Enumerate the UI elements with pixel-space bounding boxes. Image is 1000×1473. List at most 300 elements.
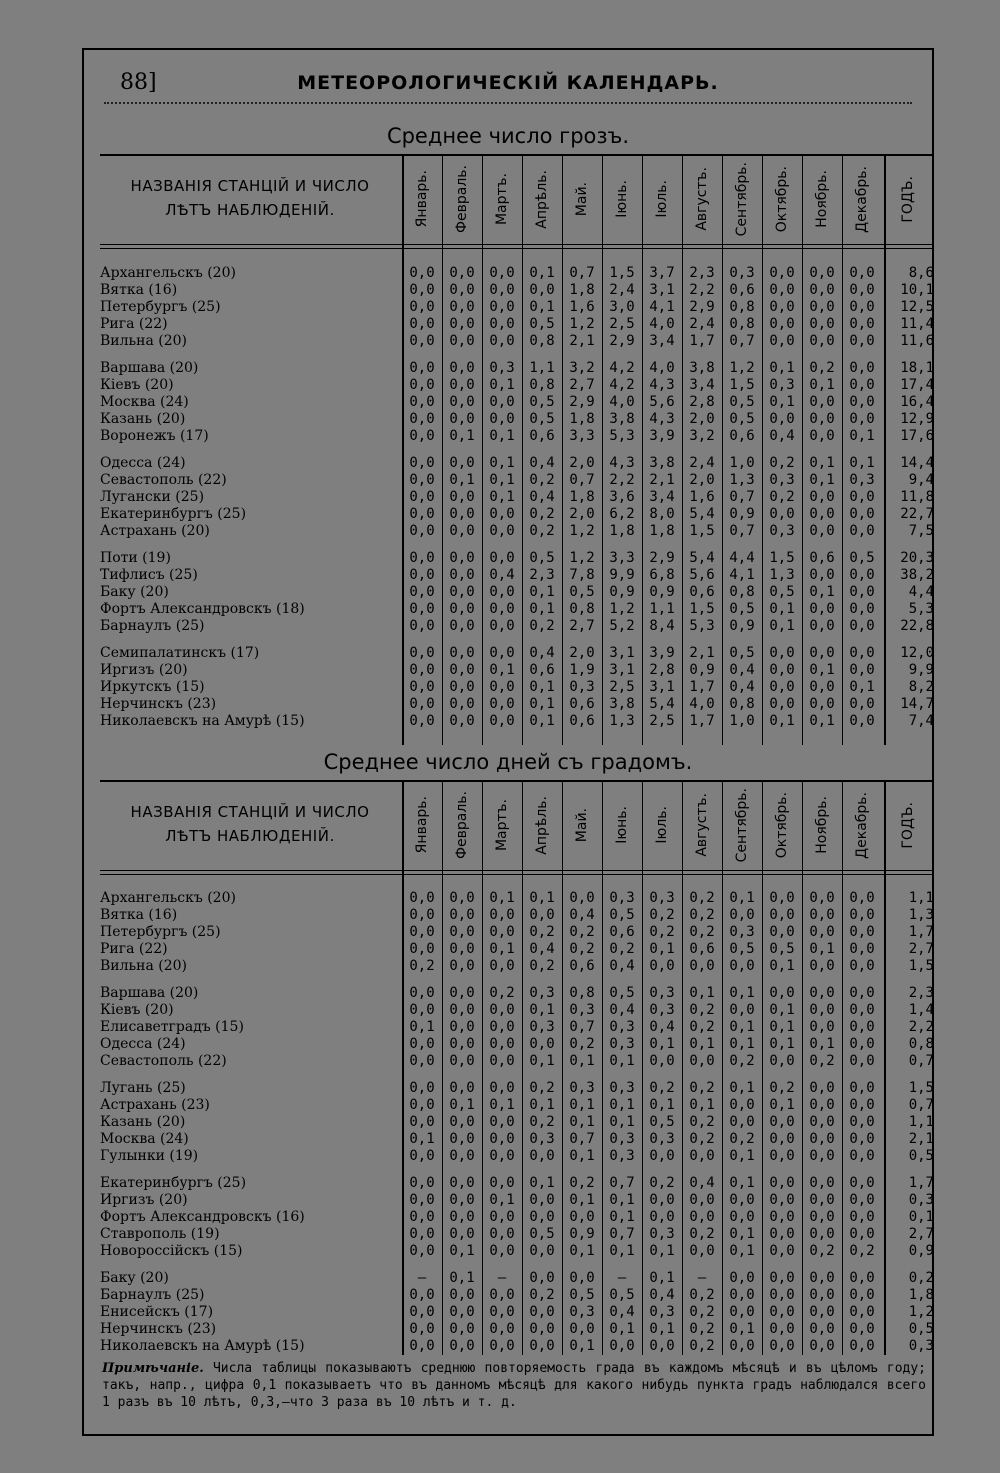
month-value: 2,7 — [569, 377, 595, 393]
month-value: 0,0 — [849, 299, 875, 315]
month-value: 0,0 — [449, 299, 475, 315]
month-value: 0,0 — [769, 679, 795, 695]
month-label: Іюнь. — [614, 180, 630, 218]
month-value: 1,7 — [689, 333, 715, 349]
month-value: 0,2 — [689, 1321, 715, 1337]
table-row — [84, 1338, 932, 1355]
month-value: 0,2 — [689, 1287, 715, 1303]
month-value: 0,3 — [649, 1131, 675, 1147]
month-value: 0,0 — [489, 1287, 515, 1303]
year-value: 1,5 — [908, 958, 934, 974]
year-value: 8,6 — [908, 265, 934, 281]
month-value: 0,0 — [769, 890, 795, 906]
month-value: 0,1 — [649, 1243, 675, 1259]
month-value: 0,0 — [809, 907, 835, 923]
month-value: 0,0 — [729, 1209, 755, 1225]
month-value: 0,4 — [769, 428, 795, 444]
month-value: 0,2 — [569, 941, 595, 957]
month-value: 0,1 — [409, 1019, 435, 1035]
month-value: 2,9 — [689, 299, 715, 315]
month-value: 0,0 — [809, 411, 835, 427]
month-value: 1,5 — [609, 265, 635, 281]
month-value: 0,0 — [849, 377, 875, 393]
month-value: 0,1 — [729, 890, 755, 906]
station-name: Вятка (16) — [100, 907, 178, 923]
month-value: 0,2 — [809, 1243, 835, 1259]
station-name: Одесса (24) — [100, 455, 186, 471]
month-value: 0,0 — [409, 1287, 435, 1303]
month-value: 0,0 — [769, 299, 795, 315]
month-value: 0,0 — [729, 1002, 755, 1018]
table-row — [84, 282, 932, 299]
month-value: 0,0 — [489, 1321, 515, 1337]
month-value: 3,4 — [689, 377, 715, 393]
month-value: 0,0 — [769, 411, 795, 427]
month-value: 0,0 — [409, 645, 435, 661]
table-row — [84, 411, 932, 428]
thunder-year-header — [888, 156, 928, 242]
calendar-page — [82, 48, 934, 1436]
station-name: Николаевскъ на Амурѣ (15) — [100, 713, 305, 729]
month-label: Августъ. — [694, 793, 710, 857]
month-value: 0,3 — [649, 1304, 675, 1320]
month-value: 0,3 — [609, 890, 635, 906]
month-value: 0,0 — [529, 1304, 555, 1320]
month-value: 0,4 — [729, 662, 755, 678]
month-value: 0,1 — [729, 1321, 755, 1337]
month-value: 0,4 — [689, 1175, 715, 1191]
station-name: Баку (20) — [100, 584, 169, 600]
month-value: 0,1 — [529, 713, 555, 729]
month-value: 0,0 — [849, 1209, 875, 1225]
month-label: Май. — [574, 807, 590, 843]
month-value: 0,8 — [529, 333, 555, 349]
month-value: 0,0 — [809, 489, 835, 505]
month-label: Февраль. — [454, 164, 470, 234]
station-name: Кіевъ (20) — [100, 1002, 174, 1018]
month-value: 0,0 — [449, 1002, 475, 1018]
hail-month-header — [682, 782, 722, 868]
month-label: Ноябрь. — [814, 170, 830, 228]
month-value: 0,0 — [849, 1338, 875, 1354]
month-value: 1,5 — [689, 601, 715, 617]
month-value: 2,2 — [609, 472, 635, 488]
station-name: Вильна (20) — [100, 958, 188, 974]
table-row — [84, 1036, 932, 1053]
hail-year-header — [888, 782, 928, 868]
month-value: 0,0 — [449, 377, 475, 393]
month-value: 0,0 — [449, 941, 475, 957]
month-value: 0,0 — [449, 907, 475, 923]
month-value: 0,0 — [809, 1019, 835, 1035]
year-value: 1,2 — [908, 1304, 934, 1320]
month-label: Сентябрь. — [734, 161, 750, 237]
month-value: 0,0 — [489, 299, 515, 315]
month-value: 0,0 — [409, 472, 435, 488]
month-value: 0,0 — [489, 1114, 515, 1130]
month-value: 6,8 — [649, 567, 675, 583]
month-value: 0,1 — [529, 584, 555, 600]
month-value: 0,0 — [809, 1175, 835, 1191]
table-row — [84, 713, 932, 730]
month-value: 2,2 — [689, 282, 715, 298]
year-value: 2,2 — [908, 1019, 934, 1035]
month-value: 0,1 — [569, 1114, 595, 1130]
month-value: 2,5 — [649, 713, 675, 729]
month-value: 0,0 — [449, 394, 475, 410]
month-value: 1,8 — [569, 282, 595, 298]
month-value: 0,0 — [849, 394, 875, 410]
month-value: — — [697, 1270, 707, 1286]
station-name: Поти (19) — [100, 550, 171, 566]
month-value: 0,0 — [689, 1209, 715, 1225]
month-value: 0,1 — [729, 1175, 755, 1191]
month-value: 1,5 — [689, 523, 715, 539]
month-value: 0,0 — [489, 1002, 515, 1018]
month-value: 0,0 — [449, 1019, 475, 1035]
table-row — [84, 1114, 932, 1131]
year-value: 16,4 — [900, 394, 934, 410]
month-value: 0,4 — [609, 1002, 635, 1018]
month-value: 0,0 — [409, 713, 435, 729]
month-value: 0,6 — [529, 662, 555, 678]
month-value: 3,1 — [649, 282, 675, 298]
year-value: 8,2 — [908, 679, 934, 695]
table-row — [84, 489, 932, 506]
station-name: Лугански (25) — [100, 489, 205, 505]
month-value: 0,0 — [809, 645, 835, 661]
month-value: 0,1 — [609, 1209, 635, 1225]
month-value: 1,8 — [649, 523, 675, 539]
month-value: 0,9 — [649, 584, 675, 600]
month-value: 0,0 — [489, 523, 515, 539]
month-value: 0,0 — [449, 1226, 475, 1242]
month-value: 0,0 — [409, 394, 435, 410]
month-value: 0,0 — [529, 1321, 555, 1337]
month-value: 0,0 — [849, 360, 875, 376]
month-value: 0,5 — [529, 316, 555, 332]
table-row — [84, 1080, 932, 1097]
thunder-month-header — [602, 156, 642, 242]
month-value: 0,0 — [449, 550, 475, 566]
month-value: 0,0 — [849, 645, 875, 661]
month-value: 0,1 — [489, 941, 515, 957]
month-value: 0,3 — [609, 1019, 635, 1035]
month-value: 0,0 — [809, 696, 835, 712]
table-row — [84, 523, 932, 540]
month-value: 0,2 — [529, 924, 555, 940]
station-name: Астрахань (20) — [100, 523, 210, 539]
table-row — [84, 985, 932, 1002]
table-row — [84, 907, 932, 924]
year-value: 17,6 — [900, 428, 934, 444]
month-value: 0,0 — [769, 1148, 795, 1164]
station-name: Варшава (20) — [100, 985, 199, 1001]
month-label: Апрѣль. — [534, 169, 550, 229]
month-value: 0,5 — [569, 1287, 595, 1303]
month-value: 0,3 — [609, 1131, 635, 1147]
month-value: 0,7 — [569, 472, 595, 488]
month-value: 0,0 — [849, 1287, 875, 1303]
month-value: 0,1 — [849, 679, 875, 695]
month-value: 5,6 — [649, 394, 675, 410]
month-value: 0,0 — [609, 1338, 635, 1354]
month-value: 0,0 — [809, 265, 835, 281]
month-value: 0,0 — [769, 924, 795, 940]
month-value: 0,1 — [489, 1097, 515, 1113]
month-value: 0,4 — [529, 941, 555, 957]
month-value: 0,0 — [809, 428, 835, 444]
month-value: 2,0 — [569, 455, 595, 471]
year-value: 9,4 — [908, 472, 934, 488]
month-value: 0,1 — [649, 1270, 675, 1286]
month-value: 0,1 — [769, 1097, 795, 1113]
month-value: 0,0 — [489, 1209, 515, 1225]
month-value: 0,1 — [809, 584, 835, 600]
ornamental-divider — [104, 102, 912, 112]
month-value: 0,0 — [729, 1304, 755, 1320]
month-value: 0,0 — [809, 1338, 835, 1354]
thunder-table-title: Среднее число грозъ. — [386, 124, 630, 148]
month-value: 3,2 — [569, 360, 595, 376]
month-value: 0,3 — [609, 1148, 635, 1164]
month-value: 0,2 — [689, 1080, 715, 1096]
month-value: — — [497, 1270, 507, 1286]
month-value: 2,0 — [569, 645, 595, 661]
month-value: 0,2 — [689, 924, 715, 940]
month-value: 3,1 — [649, 679, 675, 695]
month-value: 0,2 — [689, 1131, 715, 1147]
month-value: 0,1 — [849, 455, 875, 471]
month-value: 0,2 — [569, 1175, 595, 1191]
page-number: 88] — [120, 70, 157, 95]
month-value: 0,0 — [489, 696, 515, 712]
station-name: Рига (22) — [100, 316, 168, 332]
month-value: 1,1 — [649, 601, 675, 617]
month-value: 4,2 — [609, 360, 635, 376]
year-value: 22,7 — [900, 506, 934, 522]
month-value: 1,3 — [729, 472, 755, 488]
month-value: 0,1 — [809, 941, 835, 957]
table-row — [84, 1209, 932, 1226]
thunder-station-header — [100, 174, 400, 222]
month-value: 1,0 — [729, 455, 755, 471]
month-value: 1,2 — [569, 316, 595, 332]
month-value: 4,0 — [649, 316, 675, 332]
month-value: 0,1 — [609, 1114, 635, 1130]
month-value: 0,1 — [529, 1053, 555, 1069]
month-value: 0,2 — [689, 1338, 715, 1354]
month-label: Октябрь. — [774, 165, 790, 233]
table-row — [84, 601, 932, 618]
station-name: Москва (24) — [100, 394, 189, 410]
month-value: 0,3 — [529, 1019, 555, 1035]
month-value: 0,2 — [769, 455, 795, 471]
month-label: Іюнь. — [614, 806, 630, 844]
month-value: 3,7 — [649, 265, 675, 281]
month-value: 0,8 — [529, 377, 555, 393]
month-value: 0,0 — [529, 1338, 555, 1354]
month-value: 0,0 — [409, 662, 435, 678]
year-value: 1,4 — [908, 1002, 934, 1018]
month-value: 5,4 — [689, 506, 715, 522]
month-value: 0,2 — [689, 1002, 715, 1018]
table-row — [84, 645, 932, 662]
month-value: 0,5 — [609, 1287, 635, 1303]
month-value: 0,0 — [849, 489, 875, 505]
thunder-month-header — [722, 156, 762, 242]
station-name: Одесса (24) — [100, 1036, 186, 1052]
month-value: 0,0 — [769, 907, 795, 923]
month-value: 0,0 — [409, 618, 435, 634]
month-value: 0,1 — [569, 1053, 595, 1069]
table-row — [84, 1321, 932, 1338]
month-value: 0,3 — [489, 360, 515, 376]
month-value: 0,0 — [449, 489, 475, 505]
month-value: 0,0 — [489, 584, 515, 600]
year-value: 7,5 — [908, 523, 934, 539]
station-name: Ставрополь (19) — [100, 1226, 220, 1242]
table-row — [84, 316, 932, 333]
month-value: 2,9 — [609, 333, 635, 349]
station-name: Москва (24) — [100, 1131, 189, 1147]
month-value: 0,0 — [529, 1243, 555, 1259]
month-value: 0,0 — [449, 1304, 475, 1320]
month-value: 0,0 — [409, 523, 435, 539]
month-value: 0,0 — [649, 1148, 675, 1164]
month-value: 0,2 — [809, 360, 835, 376]
month-value: 0,2 — [609, 941, 635, 957]
month-value: 3,2 — [689, 428, 715, 444]
month-value: 3,3 — [569, 428, 595, 444]
month-value: 0,0 — [489, 506, 515, 522]
month-label: Январь. — [414, 796, 430, 854]
month-value: 0,0 — [809, 1321, 835, 1337]
month-value: 0,1 — [569, 1148, 595, 1164]
table-row — [84, 1175, 932, 1192]
month-value: 0,0 — [649, 1053, 675, 1069]
month-value: 0,3 — [849, 472, 875, 488]
month-value: 0,3 — [769, 377, 795, 393]
month-value: 0,2 — [849, 1243, 875, 1259]
month-value: 0,8 — [729, 584, 755, 600]
month-value: 0,1 — [529, 1175, 555, 1191]
table-row — [84, 394, 932, 411]
month-value: 0,0 — [449, 1321, 475, 1337]
month-value: 0,0 — [489, 1148, 515, 1164]
month-value: 0,1 — [489, 428, 515, 444]
month-value: 3,6 — [609, 489, 635, 505]
month-value: 0,1 — [449, 472, 475, 488]
month-value: 0,1 — [689, 1036, 715, 1052]
month-value: 0,0 — [849, 1114, 875, 1130]
month-value: 9,9 — [609, 567, 635, 583]
month-value: 2,4 — [609, 282, 635, 298]
month-value: 0,3 — [609, 1080, 635, 1096]
month-value: 0,0 — [769, 265, 795, 281]
month-value: 0,0 — [409, 1226, 435, 1242]
month-value: 0,1 — [649, 941, 675, 957]
month-value: 0,0 — [849, 601, 875, 617]
month-value: 0,0 — [769, 1053, 795, 1069]
month-value: — — [417, 1270, 427, 1286]
month-value: 0,0 — [489, 1304, 515, 1320]
month-value: 5,4 — [689, 550, 715, 566]
table-row — [84, 428, 932, 445]
month-value: 0,2 — [649, 924, 675, 940]
month-value: 5,4 — [649, 696, 675, 712]
month-value: 0,0 — [729, 1270, 755, 1286]
hail-header-rule-2 — [100, 874, 932, 875]
month-value: 5,3 — [609, 428, 635, 444]
month-value: 0,7 — [729, 489, 755, 505]
month-value: 0,0 — [809, 1209, 835, 1225]
month-value: 0,6 — [809, 550, 835, 566]
month-value: 5,6 — [689, 567, 715, 583]
month-value: 0,0 — [409, 584, 435, 600]
month-value: 0,2 — [489, 985, 515, 1001]
month-value: 0,5 — [729, 411, 755, 427]
month-value: 0,1 — [489, 1192, 515, 1208]
station-name: Екатеринбургъ (25) — [100, 1175, 247, 1191]
month-value: 0,0 — [849, 282, 875, 298]
month-value: 0,2 — [649, 1175, 675, 1191]
month-value: 0,1 — [809, 377, 835, 393]
month-value: 0,3 — [729, 924, 755, 940]
year-value: 11,4 — [900, 316, 934, 332]
month-value: 0,1 — [769, 394, 795, 410]
month-value: 1,8 — [609, 523, 635, 539]
month-value: 0,0 — [489, 316, 515, 332]
month-value: 0,2 — [689, 890, 715, 906]
thunder-header-rule-2 — [100, 248, 932, 249]
month-value: 2,8 — [689, 394, 715, 410]
month-value: 0,0 — [809, 1226, 835, 1242]
month-value: 0,0 — [809, 1270, 835, 1286]
month-value: 0,0 — [849, 567, 875, 583]
month-value: 3,9 — [649, 428, 675, 444]
month-value: 4,1 — [729, 567, 755, 583]
month-value: 0,0 — [849, 1080, 875, 1096]
month-value: 0,2 — [529, 523, 555, 539]
footnote — [102, 1360, 926, 1411]
month-value: 1,9 — [569, 662, 595, 678]
month-value: 0,0 — [409, 1304, 435, 1320]
station-name: Лугань (25) — [100, 1080, 186, 1096]
month-value: 0,0 — [449, 333, 475, 349]
month-value: 0,5 — [729, 601, 755, 617]
month-value: 0,4 — [529, 645, 555, 661]
month-value: 0,0 — [449, 360, 475, 376]
month-value: 0,1 — [769, 360, 795, 376]
table-row — [84, 1097, 932, 1114]
station-name: Новороссійскъ (15) — [100, 1243, 243, 1259]
month-value: 2,1 — [649, 472, 675, 488]
footnote-label: Примѣчаніе. — [102, 1361, 204, 1376]
month-value: 0,0 — [689, 1148, 715, 1164]
month-value: 0,0 — [849, 1175, 875, 1191]
month-value: 0,1 — [849, 428, 875, 444]
month-value: 0,2 — [529, 618, 555, 634]
month-value: 3,8 — [689, 360, 715, 376]
month-value: 1,8 — [569, 411, 595, 427]
year-value: 14,4 — [900, 455, 934, 471]
station-header-line1: НАЗВАНІЯ СТАНЦІЙ И ЧИСЛО — [130, 803, 370, 821]
month-value: 0,0 — [449, 958, 475, 974]
month-value: 0,0 — [489, 1226, 515, 1242]
month-value: 0,0 — [489, 713, 515, 729]
month-value: 0,6 — [529, 428, 555, 444]
